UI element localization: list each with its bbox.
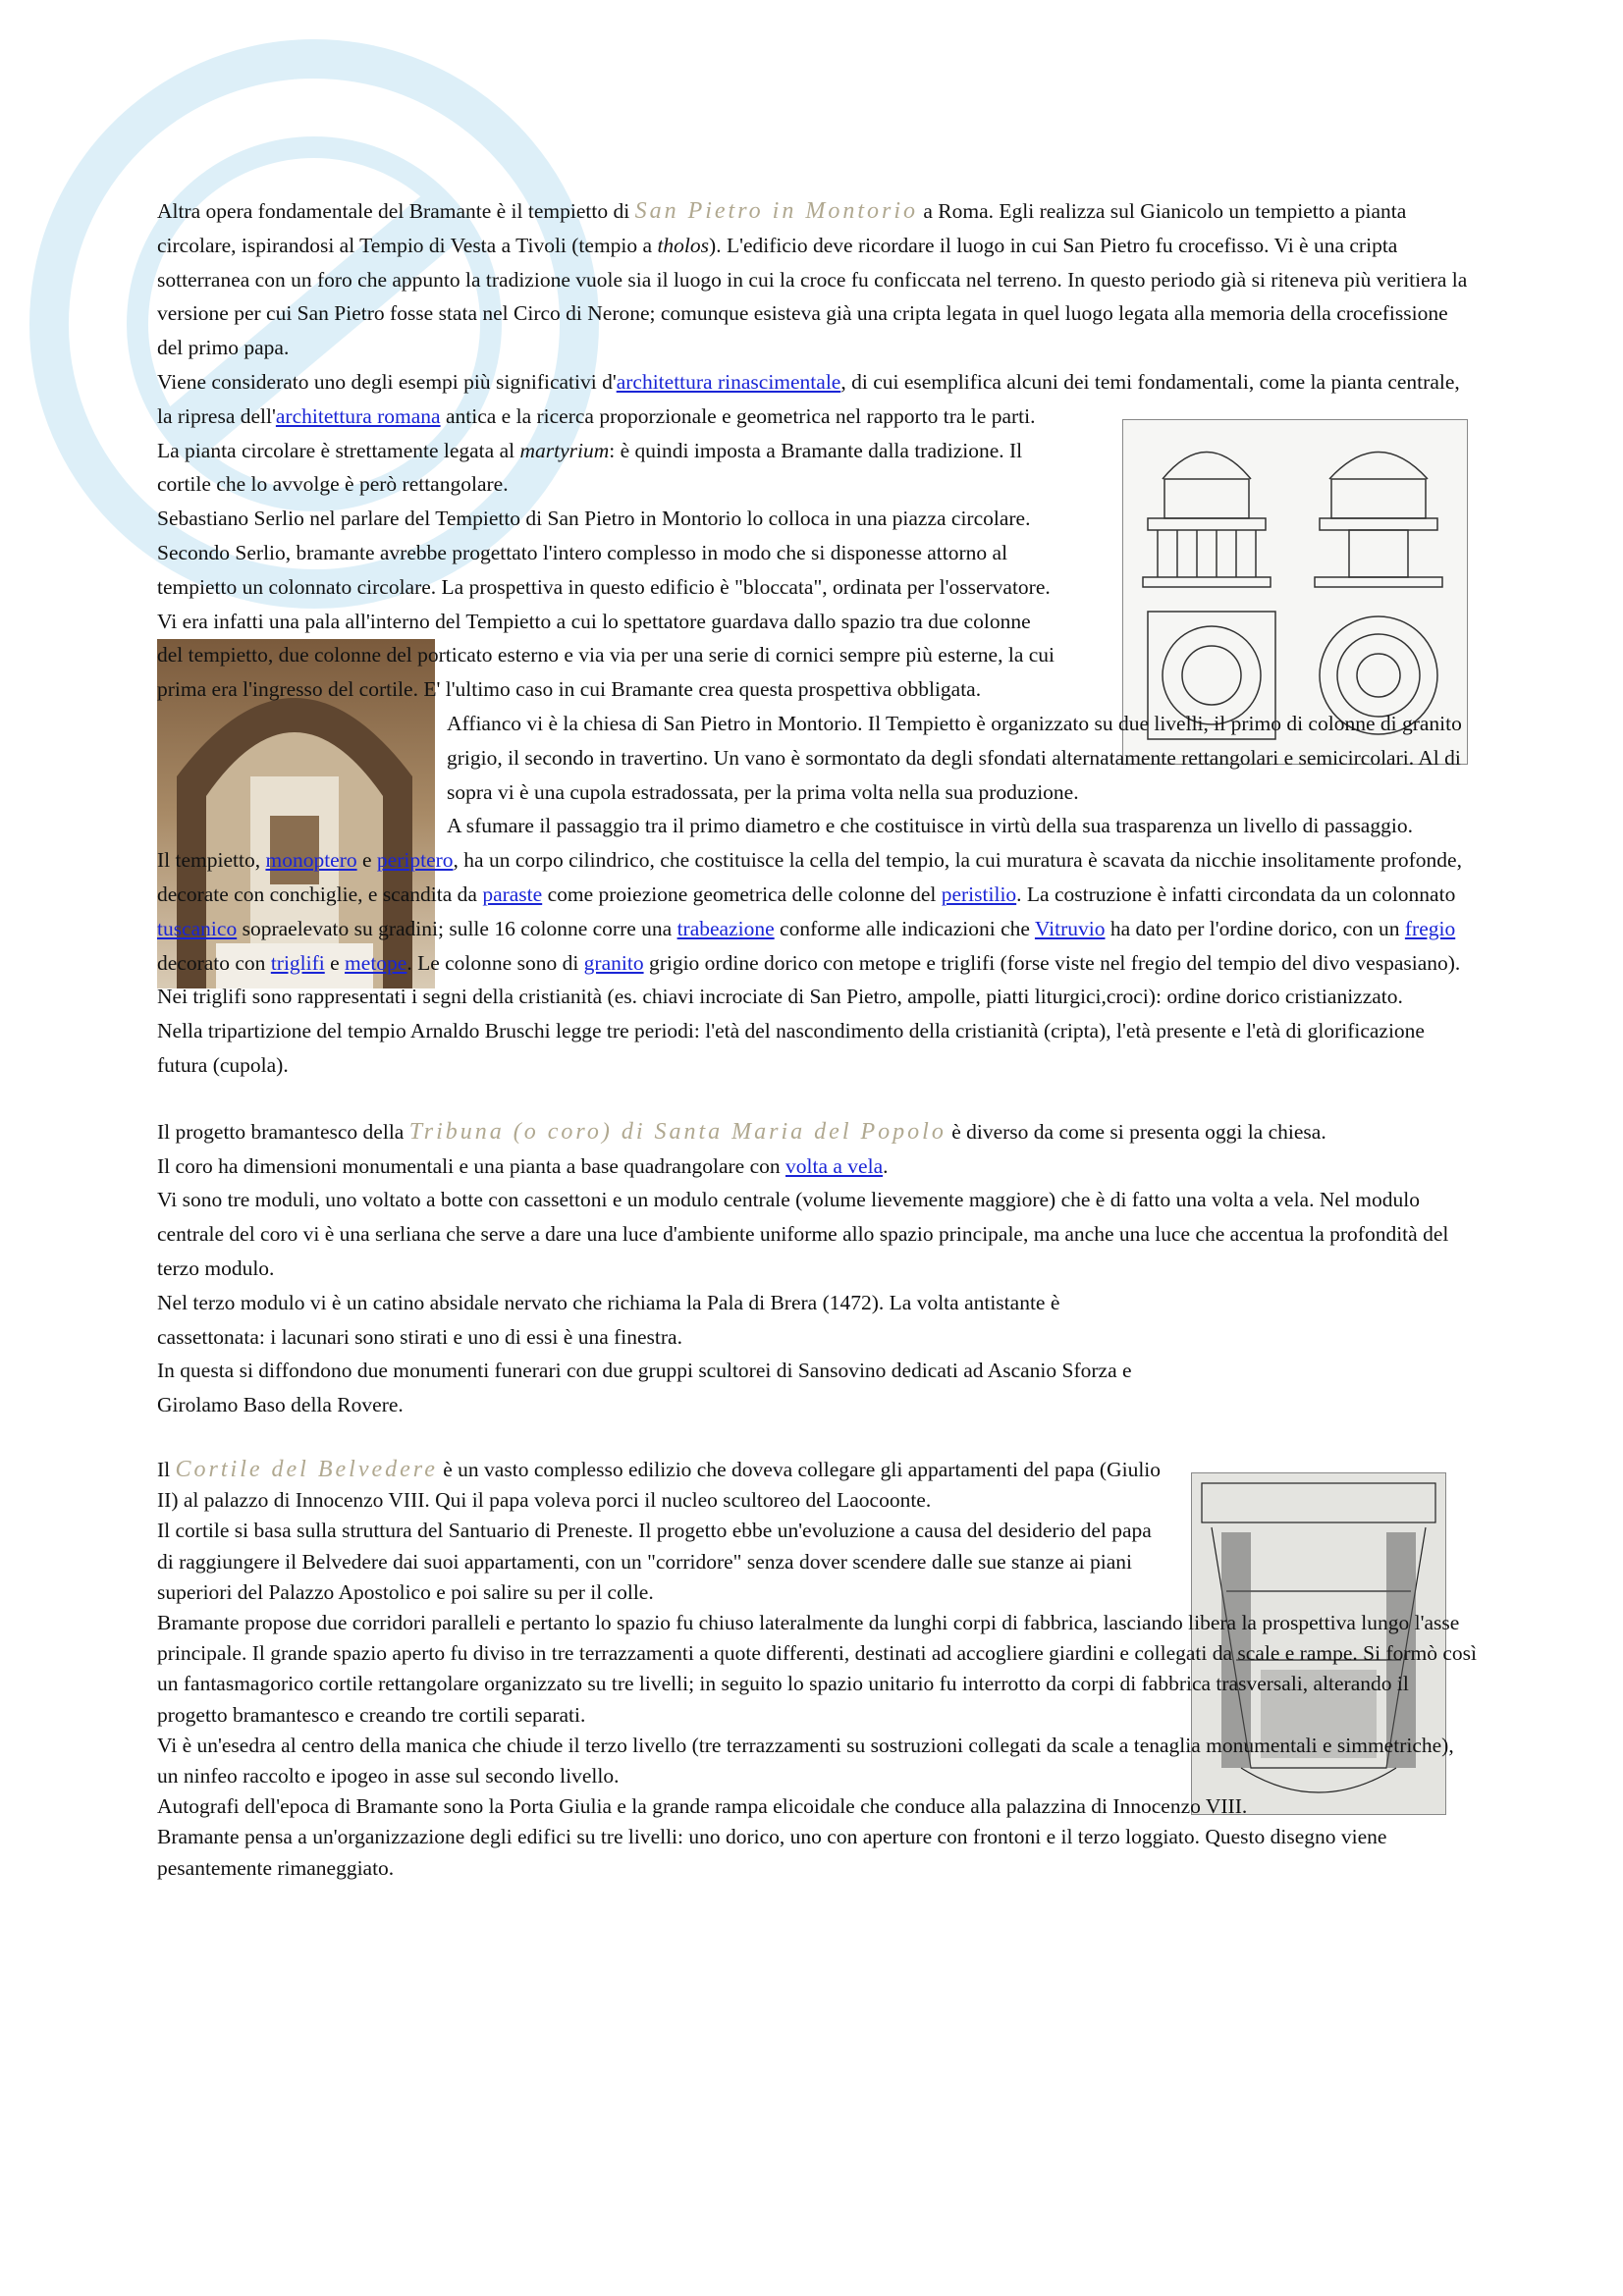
link-paraste[interactable]: paraste [482,881,543,906]
text-run: a Roma. Egli realizza sul Gianicolo un tempietto a pianta circolare, ispirandosi al Tempio di Vesta a Tivoli (tempio a [157,199,1407,257]
tempietto-paragraph-6 [447,809,1478,843]
tribuna-paragraph-5 [157,1354,1159,1422]
tempietto-paragraph-5 [447,707,1478,809]
link-metope[interactable]: metope [345,950,407,975]
text-run: e [324,950,346,975]
text-run: decorato con [157,950,271,975]
link-tuscanico[interactable]: tuscanico [157,916,238,940]
text-run: Vi sono tre moduli, uno voltato a botte con cassettoni e un modulo centrale (volume lievemente maggiore) che è di fatto una volta a vela. Nel modulo centrale del coro vi è una serliana che serve a dare una luce d'ambiente uniforme allo spazio principale, ma anche una luce che accentua la profondità del terzo modulo. [157,1188,1449,1280]
text-run: Bramante pensa a un'organizzazione degli edifici su tre livelli: uno dorico, uno con aperture con frontoni e il terzo loggiato. Questo disegno viene pesantemente rimaneggiato. [157,1825,1387,1880]
text-run: , di cui esemplifica alcuni dei temi fondamentali, come la pianta centrale, la ripresa dell' [157,369,1460,428]
text-run: sopraelevato su gradini; sulle 16 colonne corre una [237,916,677,940]
belvedere-paragraph-5 [157,1791,1478,1822]
text-run: Il progetto bramantesco della [157,1119,409,1144]
text-run: Viene considerato uno degli esempi più significativi d' [157,369,617,394]
text-run: In questa si diffondono due monumenti funerari con due gruppi scultorei di Sansovino dedicati ad Ascanio Sforza e Girolamo Baso della Rovere. [157,1359,1132,1417]
text-run: Vi è un'esedra al centro della manica che chiude il terzo livello (tre terrazzamenti su sostruzioni collegati da scale a tenaglia monumentali e simmetriche), un ninfeo raccolto e ipogeo in asse sul secondo livello. [157,1733,1454,1788]
link-trabeazione[interactable]: trabeazione [676,916,775,940]
text-run: e [356,848,377,873]
tempietto-title: San Pietro in Montorio [634,198,918,224]
text-run: . [883,1153,889,1178]
belvedere-section [157,1455,1478,1884]
text-run: è un vasto complesso edilizio che doveva collegare gli appartamenti del papa (Giulio II) al palazzo di Innocenzo VIII. Qui il papa voleva porci il nucleo scultoreo del Laocoonte. [157,1457,1162,1513]
tribuna-title: Tribuna (o coro) di Santa Maria del Popolo [408,1118,947,1145]
text-run: ha dato per l'ordine dorico, con un [1105,916,1405,940]
text-run: Affianco vi è la chiesa di San Pietro in Montorio. Il Tempietto è organizzato su due livelli, il primo di colonne di granito grigio, il secondo in travertino. Un vano è sormontato da degli sfondati alternatamente rettangolari e semicircolari. Al di sopra vi è una cupola estradossata, per la prima volta nella sua produzione. [447,711,1462,804]
link-monoptero[interactable]: monoptero [265,848,357,873]
link-architettura-romana[interactable]: architettura romana [275,403,441,428]
tempietto-paragraph-2 [157,365,1468,434]
text-run: conforme alle indicazioni che [774,916,1035,940]
text-run: Il cortile si basa sulla struttura del Santuario di Preneste. Il progetto ebbe un'evoluzione a causa del desiderio del papa di raggiungere il Belvedere dai suoi appartamenti, con un "corridore" senza dover scendere dalle sue stanze ai piani superiori del Palazzo Apostolico e poi salire su per il colle. [157,1519,1152,1604]
text-run: Il tempietto, [157,848,266,873]
belvedere-paragraph-2 [157,1516,1168,1608]
tribuna-paragraph-4 [157,1286,1159,1355]
text-emphasis: martyrium [519,438,610,462]
text-run: Il coro ha dimensioni monumentali e una pianta a base quadrangolare con [157,1153,786,1178]
text-run: Bramante propose due corridori paralleli e pertanto lo spazio fu chiuso lateralmente da lunghi corpi di fabbrica, lasciando libera la prospettiva lungo l'asse principale. Il grande spazio aperto fu diviso in tre terrazzamenti a quote differenti, destinati ad accogliere giardini e collegati da scale e rampe. Si formò così un fantasmagorico cortile rettangolare organizzato su tre livelli; in seguito lo spazio unitario fu interrotto da corpi di fabbrica trasversali, alterando il progetto bramantesco e creando tre cortili separati. [157,1610,1478,1727]
text-run: Autografi dell'epoca di Bramante sono la Porta Giulia e la grande rampa elicoidale che conduce alla palazzina di Innocenzo VIII. [157,1794,1248,1819]
text-run: Nel terzo modulo vi è un catino absidale nervato che richiama la Pala di Brera (1472). La volta antistante è cassettonata: i lacunari sono stirati e uno di essi è una finestra. [157,1290,1060,1349]
link-granito[interactable]: granito [583,950,644,975]
document-body [157,194,1478,1884]
belvedere-paragraph-3 [157,1608,1478,1731]
belvedere-intro-paragraph [157,1455,1168,1516]
link-triglifi[interactable]: triglifi [270,950,325,975]
text-run: ). L'edificio deve ricordare il luogo in cui San Pietro fu crocefisso. Vi è una cripta sotterranea con un foro che appunto la tradizione vuole sia il luogo in cui la croce fu conficcata nel terreno. In questo periodo già si riteneva più veritiera la versione per cui San Pietro fosse stata nel Circo di Nerone; comunque esisteva già una cripta legata in quel luogo legata alla memoria della crocefissione del primo papa. [157,233,1468,360]
link-periptero[interactable]: periptero [376,848,454,873]
text-run: Il [157,1457,176,1481]
text-run: grigio ordine dorico con metope e triglifi (forse viste nel fregio del tempio del divo vespasiano). Nei triglifi sono rappresentati i segni della cristianità (es. chiavi incrociate di San Pietro, ampolle, piatti liturgici,croci): ordine dorico cristianizzato. [157,950,1461,1009]
text-run: è diverso da come si presenta oggi la chiesa. [946,1119,1326,1144]
tempietto-paragraph-8 [157,1014,1478,1083]
text-run: Altra opera fondamentale del Bramante è il tempietto di [157,199,635,223]
link-vitruvio[interactable]: Vitruvio [1034,916,1106,940]
tempietto-paragraph-7 [157,843,1478,1014]
text-emphasis: tholos [657,233,710,257]
text-run: , ha un corpo cilindrico, che costituisce la cella del tempio, la cui muratura è scavata da nicchie insolitamente profonde, decorate con conchiglie, e scandita da [157,848,1462,906]
tribuna-paragraph-2 [157,1149,1478,1184]
text-run: come proiezione geometrica delle colonne del [542,881,942,906]
tempietto-paragraph-3 [157,434,1080,503]
text-run: A sfumare il passaggio tra il primo diametro e che costituisce in virtù della sua trasparenza un livello di passaggio. [447,814,1413,838]
link-architettura-rinascimentale[interactable]: architettura rinascimentale [616,369,841,394]
tempietto-intro-paragraph [157,194,1478,365]
text-run: : è quindi imposta a Bramante dalla tradizione. Il cortile che lo avvolge è però rettangolare. [157,438,1023,497]
tempietto-paragraph-4 [157,502,1060,707]
text-run: . La costruzione è infatti circondata da un colonnato [1016,881,1456,906]
link-fregio[interactable]: fregio [1404,916,1456,940]
link-peristilio[interactable]: peristilio [941,881,1017,906]
text-run: Sebastiano Serlio nel parlare del Tempietto di San Pietro in Montorio lo colloca in una piazza circolare. Secondo Serlio, bramante avrebbe progettato l'intero complesso in modo che si disponesse attorno al tempietto un colonnato circolare. La prospettiva in questo edificio è "bloccata", ordinata per l'osservatore. Vi era infatti una pala all'interno del Tempietto a cui lo spettatore guardava dallo spazio tra due colonne del tempietto, due colonne del porticato esterno e via via per una serie di cornici sempre più esterne, la cui prima era l'ingresso del cortile. E' l'ultimo caso in cui Bramante crea questa prospettiva obbligata. [157,507,1055,702]
belvedere-title: Cortile del Belvedere [175,1456,438,1482]
belvedere-paragraph-6 [157,1822,1478,1883]
belvedere-paragraph-4 [157,1731,1478,1791]
link-volta-a-vela[interactable]: volta a vela [785,1153,884,1178]
tribuna-paragraph-3 [157,1183,1478,1285]
tribuna-section [157,1115,1478,1422]
text-run: . Le colonne sono di [406,950,584,975]
text-run: La pianta circolare è strettamente legata al [157,438,520,462]
text-run: Nella tripartizione del tempio Arnaldo Bruschi legge tre periodi: l'età del nascondimento della cristianità (cripta), l'età presente e l'età di glorificazione futura (cupola). [157,1019,1425,1077]
tribuna-intro-paragraph [157,1115,1478,1149]
text-run: antica e la ricerca proporzionale e geometrica nel rapporto tra le parti. [440,403,1036,428]
tempietto-section [157,194,1478,1083]
